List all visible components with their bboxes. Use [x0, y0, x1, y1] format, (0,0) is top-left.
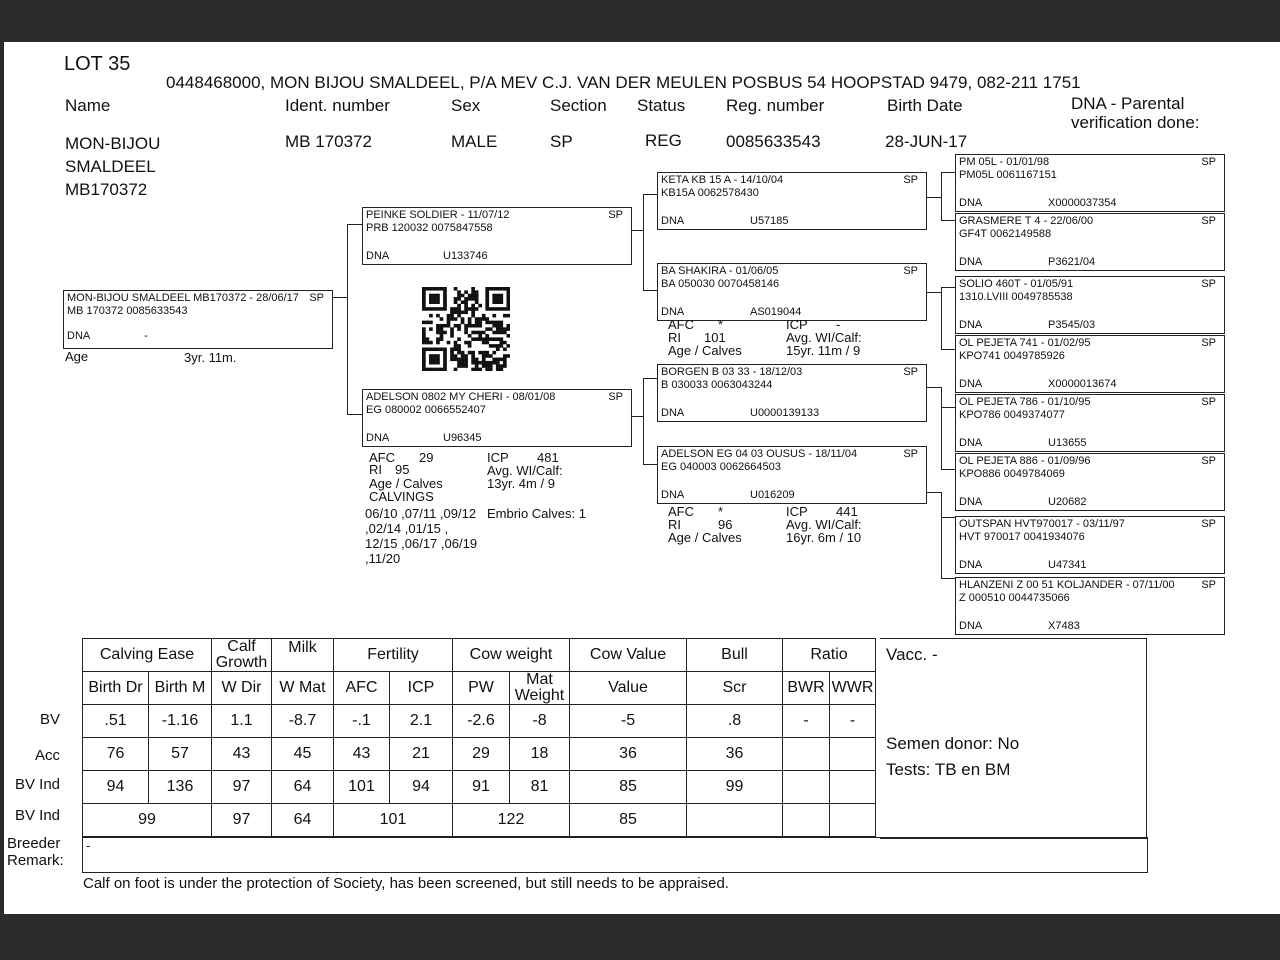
acc-cell: 21 [390, 738, 453, 771]
acc-cell: 36 [570, 738, 687, 771]
vacc-label: Vacc. - [886, 645, 938, 664]
tests: Tests: TB en BM [886, 760, 1011, 779]
column-header-cell: Value [570, 672, 687, 705]
breeder-address: 0448468000, MON BIJOU SMALDEEL, P/A MEV C.J. VAN DER MEULEN POSBUS 54 HOOPSTAD 9479, 082-211 1751 [166, 73, 1081, 92]
acc-cell [783, 738, 830, 771]
breeder-remark-value: - [86, 838, 91, 853]
column-header-cell: PW [453, 672, 510, 705]
pedigree-box-subject: MON-BIJOU SMALDEEL MB170372 - 28/06/17 SP MB 170372 0085633543 DNA - [63, 290, 333, 349]
table-row-bvind-merged: 99 97 64 101 122 85 [83, 804, 876, 837]
column-header-cell: WWR [830, 672, 876, 705]
pedigree-box-sire: PEINKE SOLDIER - 11/07/12 SP PRB 120032 0075847558 DNA U133746 [362, 207, 632, 265]
group-calf-growth: Calf Growth [212, 639, 272, 672]
bv-cell: -1.16 [149, 705, 212, 738]
label-sex: Sex [451, 96, 481, 115]
breeding-values-table [82, 638, 876, 837]
acc-cell: 45 [272, 738, 334, 771]
row-label-bvind: BV Ind [14, 776, 60, 793]
qr-code-icon [422, 287, 510, 371]
animal-birth: 28-JUN-17 [885, 132, 968, 151]
group-milk: Milk [272, 639, 334, 672]
group-calving-ease: Calving Ease [83, 639, 212, 672]
column-header-cell: ICP [390, 672, 453, 705]
bvind-cell: 94 [83, 771, 149, 804]
age-value: 3yr. 11m. [184, 350, 237, 365]
acc-cell: 36 [687, 738, 783, 771]
pedigree-box-g6: OL PEJETA 886 - 01/09/96 SP KPO886 0049784069 DNA U20682 [955, 453, 1225, 511]
acc-cell: 43 [334, 738, 390, 771]
bvind-cell [830, 771, 876, 804]
label-name: Name [65, 96, 111, 115]
bv-cell: - [783, 705, 830, 738]
pedigree-box-ds: BORGEN B 03 33 - 18/12/03 SP B 030033 0063043244 DNA U0000139133 [657, 364, 927, 422]
bvind-cell: 64 [272, 771, 334, 804]
acc-cell [830, 738, 876, 771]
animal-reg: 0085633543 [726, 132, 821, 151]
pedigree-box-dd: ADELSON EG 04 03 OUSUS - 18/11/04 SP EG 040003 0062664503 DNA U016209 [657, 446, 927, 504]
pedigree-box-g3: SOLIO 460T - 01/05/91 SP 1310.LVIII 0049785538 DNA P3545/03 [955, 276, 1225, 334]
pedigree-box-g2: GRASMERE T 4 - 22/06/00 SP GF4T 0062149588 DNA P3621/04 [955, 213, 1225, 271]
bv-cell: - [830, 705, 876, 738]
lot-number: LOT 35 [64, 53, 131, 75]
acc-cell: 43 [212, 738, 272, 771]
calving-dates: 06/10 ,07/11 ,09/12 ,02/14 ,01/15 , 12/15 ,06/17 ,06/19 ,11/20 [365, 506, 478, 566]
animal-section: SP [550, 132, 573, 151]
certificate-page: LOT 35 0448468000, MON BIJOU SMALDEEL, P/A MEV C.J. VAN DER MEULEN POSBUS 54 HOOPSTAD 9479, 082-211 1751 Name Ident. number Sex Section Status Reg. number Birth Date DNA - Parental verification done: MON-BIJOU SMALDEEL MB170372 MB 170372 MALE SP REG 0085633543 28-JUN-17 MON-BIJOU SMALDEEL MB170372 - 28/06/17 SP MB 170372 0085633543 DNA - Age 3yr. 11m. PEINKE SOLDIER - 11/07/12 SP PRB 120032 0075847558 DNA U133746 ADELSON 0802 MY CHERI - 08/01/08 SP EG 080002 0066552407 DNA U96345 AFC 29 RI 95 Age / Calves ICP 481 Avg. WI/Calf: 13yr. 4m / 9 CALVINGS 06/10 ,07/11 ,09/12 ,02/14 ,01/15 , 12/15 ,06/17 ,06/19 ,11/20 Embrio Calves: 1 KETA KB 15 A - 14/10/04 SP KB15A 0062578430 DNA U57185 BA SHAKIRA - 01/06/05 SP BA 050030 0070458146 DNA AS019044 AFC * RI 101 Age / Calves ICP - Avg. WI/Calf: 15yr. 11m / 9 BORGEN B 03 33 - 18/12/03 SP B 030033 0063043244 DNA U0000139133 ADELSON EG 04 03 OUSUS - 18/11/04 SP EG 040003 0062664503 DNA U016209 AFC * RI 96 Age / Calves ICP 441 Avg. WI/Calf: 16yr. 6m / 10 PM 05L - 01/01/98 SP PM05L 0061167151 DNA X0000037354 GRASMERE T 4 - 22/06/00 SP GF4T 0062149588 DNA P3621/04 SOLIO 460T - 01/05/91 SP 1310.LVIII 0049785538 DNA P3545/03 OL PEJETA 741 - 01/02/95 SP KPO741 0049785926 DNA X0000013674 OL PEJETA 786 - 01/10/95 SP KPO786 0049374077 DNA U13655 OL PEJETA 886 - 01/09/96 SP KPO886 0049784069 DNA U20682 OUTSPAN HVT970017 - 03/11/97 SP HVT 970017 0041934076 DNA U47341 HLANZENI Z 00 51 KOLJANDER - 07/11/00 SP Z 000510 0044735066 DNA X7483 BV Acc BV Ind BV Ind Calving Ease Calf Growth Milk Fertility Cow weight Cow Value Bull Ratio Birth Dr Birth M W Dir W Mat AFC ICP PW Mat Weight Value Scr BWR WWR .51 -1.16 1.1 -8.7 -.1 2.1 -2.6 -8 -5 .8 - - 76 57 43 45 43 21 29 18 36 36 94 136 97 64 101 94 91 81 85 99 99 97 64 101 122 85 Vacc. - Semen donor: No Tests: TB en BM Breeder Remark: - Calf on foot is under the protection of Society, has been screened, but still needs to be appraised. [4, 42, 1280, 914]
group-fertility: Fertility [334, 639, 453, 672]
animal-ident: MB 170372 [285, 132, 372, 151]
column-header-cell: W Dir [212, 672, 272, 705]
bvind-cell: 97 [212, 771, 272, 804]
row-label-bv: BV [39, 711, 60, 728]
column-header-row [83, 672, 876, 705]
group-cow-value: Cow Value [570, 639, 687, 672]
pedigree-box-g5: OL PEJETA 786 - 01/10/95 SP KPO786 0049374077 DNA U13655 [955, 394, 1225, 452]
animal-status: REG [645, 131, 682, 150]
pedigree-box-g8: HLANZENI Z 00 51 KOLJANDER - 07/11/00 SP Z 000510 0044735066 DNA X7483 [955, 577, 1225, 635]
acc-cell: 29 [453, 738, 510, 771]
column-header-cell: W Mat [272, 672, 334, 705]
bv-cell: .8 [687, 705, 783, 738]
pedigree-box-dam: ADELSON 0802 MY CHERI - 08/01/08 SP EG 080002 0066552407 DNA U96345 [362, 389, 632, 447]
table-row-bv [83, 705, 876, 738]
column-header-cell: BWR [783, 672, 830, 705]
bvind-cell [783, 771, 830, 804]
bvind-cell: 101 [334, 771, 390, 804]
label-birth: Birth Date [887, 96, 963, 115]
bv-cell: -8.7 [272, 705, 334, 738]
pedigree-box-ss: KETA KB 15 A - 14/10/04 SP KB15A 0062578430 DNA U57185 [657, 172, 927, 230]
label-reg: Reg. number [726, 96, 825, 115]
breeder-remark-box [82, 837, 1148, 873]
age-label: Age [65, 349, 89, 364]
bvind-cell: 94 [390, 771, 453, 804]
bvind-cell: 85 [570, 771, 687, 804]
bv-cell: -5 [570, 705, 687, 738]
bv-cell: -.1 [334, 705, 390, 738]
pedigree-box-g1: PM 05L - 01/01/98 SP PM05L 0061167151 DNA X0000037354 [955, 154, 1225, 212]
vaccination-panel [880, 638, 1147, 839]
label-ident: Ident. number [285, 96, 390, 115]
bv-cell: -2.6 [453, 705, 510, 738]
bvind-cell: 81 [510, 771, 570, 804]
group-bull: Bull [687, 639, 783, 672]
acc-cell: 57 [149, 738, 212, 771]
label-section: Section [550, 96, 607, 115]
column-header-cell: Birth M [149, 672, 212, 705]
acc-cell: 76 [83, 738, 149, 771]
breeder-remark-label: Breeder Remark: [7, 835, 64, 869]
label-status: Status [637, 96, 686, 115]
animal-sex: MALE [451, 132, 498, 151]
semen-donor: Semen donor: No [886, 734, 1020, 753]
animal-name: MON-BIJOU SMALDEEL MB170372 [65, 134, 161, 199]
bvind-cell: 99 [687, 771, 783, 804]
acc-cell: 18 [510, 738, 570, 771]
bvind-cell: 136 [149, 771, 212, 804]
bv-cell: .51 [83, 705, 149, 738]
table-row-bvind [83, 771, 876, 804]
label-dna: DNA - Parental verification done: [1071, 94, 1200, 132]
column-header-cell: Birth Dr [83, 672, 149, 705]
row-label-bvind-2: BV Ind [14, 807, 60, 824]
group-ratio: Ratio [783, 639, 876, 672]
group-cow-weight: Cow weight [453, 639, 570, 672]
pedigree-box-g7: OUTSPAN HVT970017 - 03/11/97 SP HVT 970017 0041934076 DNA U47341 [955, 516, 1225, 574]
column-header-cell: Scr [687, 672, 783, 705]
bv-cell: 2.1 [390, 705, 453, 738]
table-row-acc [83, 738, 876, 771]
column-header-cell: AFC [334, 672, 390, 705]
pedigree-box-g4: OL PEJETA 741 - 01/02/95 SP KPO741 0049785926 DNA X0000013674 [955, 335, 1225, 393]
bvind-cell: 91 [453, 771, 510, 804]
column-header-cell: Mat Weight [510, 672, 570, 705]
footer-note: Calf on foot is under the protection of Society, has been screened, but still needs to be appraised. [83, 875, 729, 892]
row-label-acc: Acc [34, 747, 60, 764]
pedigree-box-sd: BA SHAKIRA - 01/06/05 SP BA 050030 0070458146 DNA AS019044 [657, 263, 927, 321]
bv-cell: -8 [510, 705, 570, 738]
bv-cell: 1.1 [212, 705, 272, 738]
